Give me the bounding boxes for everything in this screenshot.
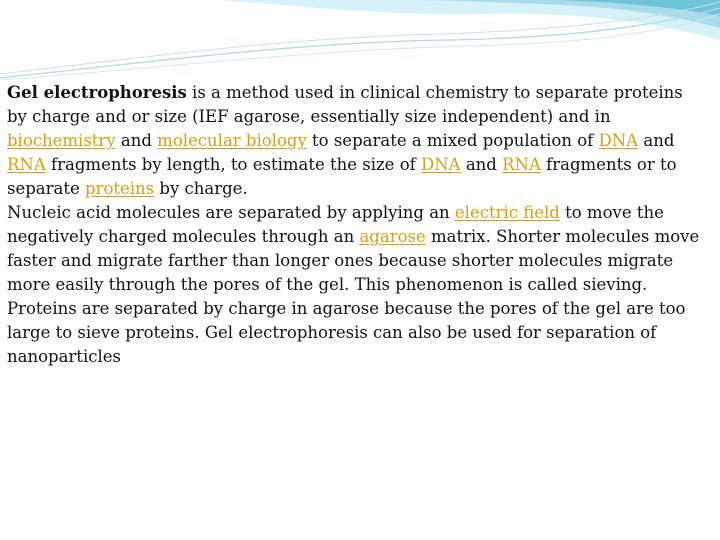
wave-header-decoration [0,0,720,80]
link-electric-field[interactable]: electric field [454,203,560,222]
text-span: to separate a mixed population of [306,131,599,150]
text-span: and [115,131,158,150]
link-rna[interactable]: RNA [7,155,46,174]
link-agarose[interactable]: agarose [359,227,426,246]
link-dna[interactable]: DNA [420,155,461,174]
text-span: and [460,155,503,174]
text-span: to move the negatively charged molecules through an [7,203,664,246]
text-span: and [638,131,675,150]
wave-line-3 [0,14,720,80]
link-proteins[interactable]: proteins [85,179,155,198]
text-span: is a method used in clinical chemistry to separate proteins by charge and or size (IEF agarose, essentially size independent) and in [7,83,683,126]
term-gel-electrophoresis: Gel electrophoresis [7,83,187,102]
paragraph-gel-electrophoresis [7,81,707,201]
paragraph-proteins [7,297,707,369]
text-span: matrix. Shorter molecules move faster and migrate farther than longer ones because shorter molecules migrate more easily through the pores of the gel. This phenomenon is called sieving. [7,227,700,294]
text-span: Nucleic acid molecules are separated by applying an [7,203,455,222]
text-span: fragments or to separate [7,155,677,198]
text-span: fragments by length, to estimate the size of [45,155,421,174]
link-rna[interactable]: RNA [502,155,541,174]
text-span: Proteins are separated by charge in agarose because the pores of the gel are too large to sieve proteins. Gel electrophoresis can also be used for separation of nanoparticles [7,299,686,366]
link-dna[interactable]: DNA [598,131,639,150]
paragraph-nucleic-acid [7,201,707,297]
link-molecular-biology[interactable]: molecular biology [157,131,307,150]
body-text [7,81,707,369]
text-span: by charge. [154,179,248,198]
link-biochemistry[interactable]: biochemistry [7,131,116,150]
